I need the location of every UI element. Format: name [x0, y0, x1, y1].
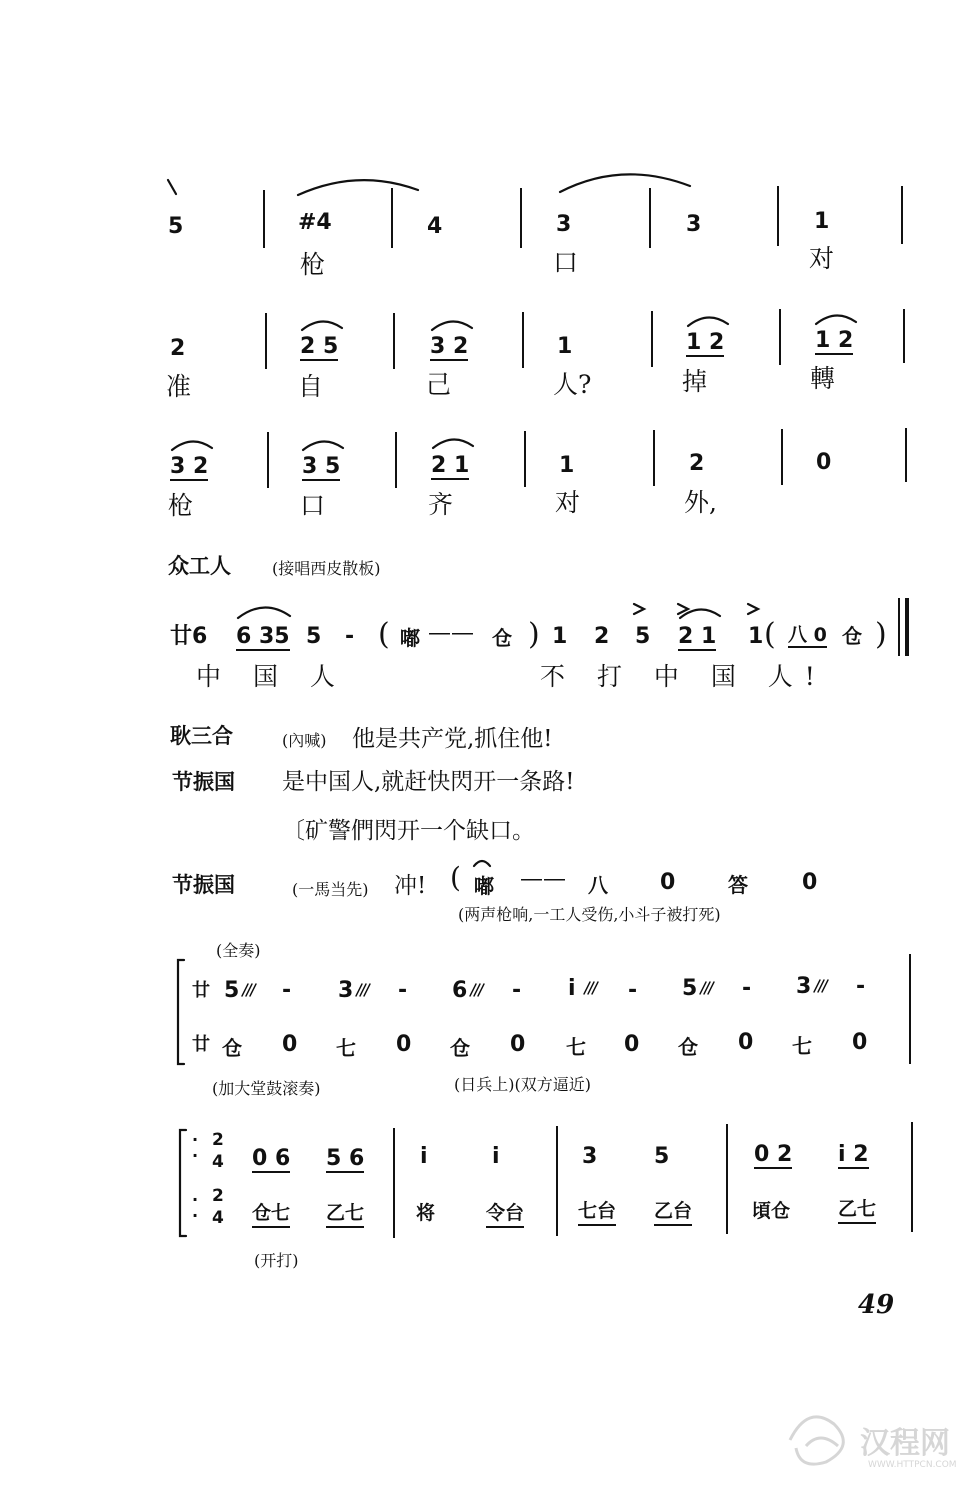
stage-direction: (开打): [254, 1251, 299, 1270]
percussion: 0: [660, 870, 676, 895]
stage-direction: (接唱西皮散板): [272, 559, 381, 578]
lyric: 对: [555, 488, 581, 517]
percussion: 乙台: [654, 1196, 692, 1226]
tremolo: [814, 980, 828, 992]
tremolo: [584, 982, 598, 994]
lyric: 齐: [428, 490, 454, 519]
repeat-dots: ·: [192, 1146, 199, 1165]
note: 5: [306, 624, 322, 649]
watermark-text: 汉程网: [860, 1426, 950, 1461]
note: 5: [224, 978, 240, 1003]
repeat-dots: ·: [192, 1206, 199, 1225]
note: 廿6: [170, 624, 208, 649]
percussion: 0: [624, 1032, 640, 1057]
slur: [560, 174, 690, 192]
dialogue-text: 他是共产党,抓住他!: [352, 726, 553, 752]
note: 1 2: [686, 330, 725, 355]
note: 1: [559, 453, 575, 478]
stage-direction: (两声枪响,一工人受伤,小斗子被打死): [458, 905, 721, 924]
percussion: 0: [510, 1032, 526, 1057]
note: 3 5: [302, 454, 341, 479]
percussion: 0: [852, 1030, 868, 1055]
percussion: 仓: [450, 1036, 470, 1060]
percussion: 頃仓: [752, 1200, 791, 1222]
note: -: [856, 974, 866, 999]
note: 2 5: [300, 334, 339, 359]
role-name: 节振国: [172, 770, 235, 794]
note: 1: [814, 209, 830, 234]
percussion: 0: [396, 1032, 412, 1057]
tremolo: [700, 982, 714, 994]
slur: [688, 317, 728, 326]
stage-direction: (一馬当先): [292, 880, 369, 899]
accent: [634, 604, 644, 614]
slur: [432, 321, 472, 330]
percussion: 八 0: [788, 624, 827, 646]
stage-direction: (內喊): [282, 731, 327, 750]
percussion: 0: [802, 870, 818, 895]
lyric-line: 不 打 中 国 人!: [540, 662, 827, 691]
note: -: [512, 978, 522, 1003]
note: 1: [557, 334, 573, 359]
percussion: 仓: [678, 1035, 698, 1059]
note: 0 6: [252, 1146, 291, 1171]
slur: [238, 607, 290, 618]
slur: [172, 441, 212, 450]
percussion: 七台: [578, 1196, 616, 1226]
note: 5: [635, 624, 651, 649]
percussion: 嘟: [400, 626, 420, 650]
percussion: 0: [282, 1032, 298, 1057]
repeat-dots: ·: [192, 1130, 199, 1149]
note: 5 6: [326, 1146, 365, 1171]
slur: [816, 315, 856, 324]
paren: ): [528, 617, 540, 652]
percussion: 嘟: [474, 874, 494, 898]
note: 3: [686, 212, 702, 237]
note: 3: [582, 1144, 598, 1169]
tremolo: [356, 984, 370, 996]
role-name: 众工人: [168, 554, 231, 578]
note: i: [568, 976, 576, 1001]
percussion: 将: [416, 1202, 436, 1224]
note: -: [345, 624, 355, 649]
note: 2: [689, 451, 705, 476]
lyric: 对: [809, 244, 835, 273]
note: 2: [170, 336, 186, 361]
percussion: ——: [428, 620, 474, 646]
percussion: 乙七: [838, 1194, 876, 1224]
note: 5: [682, 976, 698, 1001]
lyric: 掉: [682, 367, 708, 396]
lyric: 口: [553, 248, 579, 277]
note: 1 2: [815, 328, 854, 353]
lyric: 外,: [684, 488, 717, 517]
note: 廿: [192, 980, 210, 1001]
watermark-logo: [790, 1417, 843, 1464]
note: #4: [298, 210, 332, 235]
percussion: 仓: [222, 1036, 242, 1060]
time-signature-top: 2: [212, 1130, 224, 1150]
note: 5: [654, 1144, 670, 1169]
lyric: 人?: [553, 370, 592, 399]
watermark-url: WWW.HTTPCN.COM: [868, 1460, 957, 1470]
role-name: 节振国: [172, 873, 235, 897]
note: 廿: [192, 1034, 210, 1055]
time-signature-top: 2: [212, 1186, 224, 1206]
note: -: [398, 978, 408, 1003]
tremolo: [470, 984, 484, 996]
percussion: 仓: [492, 626, 512, 650]
stage-direction: (日兵上)(双方逼近): [454, 1075, 591, 1094]
note: 5: [168, 214, 184, 239]
percussion: 仓七: [252, 1198, 290, 1228]
lyric: 轉: [810, 364, 836, 393]
stage-direction: (全奏): [216, 941, 261, 960]
note: 3 2: [170, 454, 209, 479]
accent: [748, 604, 758, 614]
repeat-dots: ·: [192, 1190, 199, 1209]
time-signature-bottom: 4: [212, 1152, 224, 1172]
percussion: 答: [728, 873, 748, 897]
tremolo: [242, 984, 256, 996]
lyric: 口: [300, 491, 326, 520]
note: 3: [556, 212, 572, 237]
lyric: 枪: [300, 250, 326, 279]
percussion: 0: [738, 1030, 754, 1055]
note: 6: [452, 978, 468, 1003]
page-number: 49: [858, 1290, 895, 1320]
note: -: [628, 978, 638, 1003]
fermata: [474, 861, 490, 866]
accent-tick: [168, 180, 176, 194]
note: -: [742, 976, 752, 1001]
slur: [303, 441, 343, 450]
note: 2 1: [431, 453, 470, 478]
percussion: 令台: [486, 1198, 524, 1228]
note: 4: [427, 214, 443, 239]
percussion: ——: [520, 866, 566, 892]
slur: [433, 439, 473, 448]
note: 2: [594, 624, 610, 649]
time-signature-bottom: 4: [212, 1208, 224, 1228]
paren: ): [875, 617, 887, 652]
stage-direction: 〔矿警們閃开一个缺口。: [282, 818, 535, 844]
note: 3: [796, 974, 812, 999]
lyric: 己: [426, 370, 452, 399]
note: 3 2: [430, 334, 469, 359]
bracket: [178, 960, 184, 1064]
note: 0 2: [754, 1142, 793, 1167]
slur: [298, 180, 418, 195]
dialogue-text: 冲!: [394, 873, 427, 899]
note: -: [282, 978, 292, 1003]
note: 0: [816, 450, 832, 475]
note: 1: [748, 624, 764, 649]
note: 2 1: [678, 624, 717, 649]
slur: [302, 321, 342, 330]
note: 1: [552, 624, 568, 649]
note: 3: [338, 978, 354, 1003]
paren: (: [378, 617, 390, 652]
note: i: [492, 1144, 500, 1169]
percussion: 乙七: [326, 1198, 364, 1228]
paren: (: [450, 861, 461, 894]
note: i 2: [838, 1142, 869, 1167]
note: 6 35: [236, 624, 290, 649]
dialogue-text: 是中国人,就赶快閃开一条路!: [282, 769, 575, 795]
percussion: 八: [588, 873, 608, 897]
note: i: [420, 1144, 428, 1169]
lyric: 准: [166, 372, 192, 401]
percussion: 七: [566, 1035, 586, 1059]
paren: (: [764, 617, 776, 652]
lyric: 自: [298, 372, 324, 401]
lyric-line: 中 国 人: [196, 662, 347, 691]
percussion: 七: [792, 1034, 812, 1058]
role-name: 耿三合: [170, 724, 233, 748]
stage-direction: (加大堂鼓滚奏): [212, 1079, 321, 1098]
percussion: 七: [336, 1036, 356, 1060]
lyric: 枪: [168, 491, 194, 520]
percussion: 仓: [842, 624, 862, 648]
bracket: [180, 1130, 186, 1236]
